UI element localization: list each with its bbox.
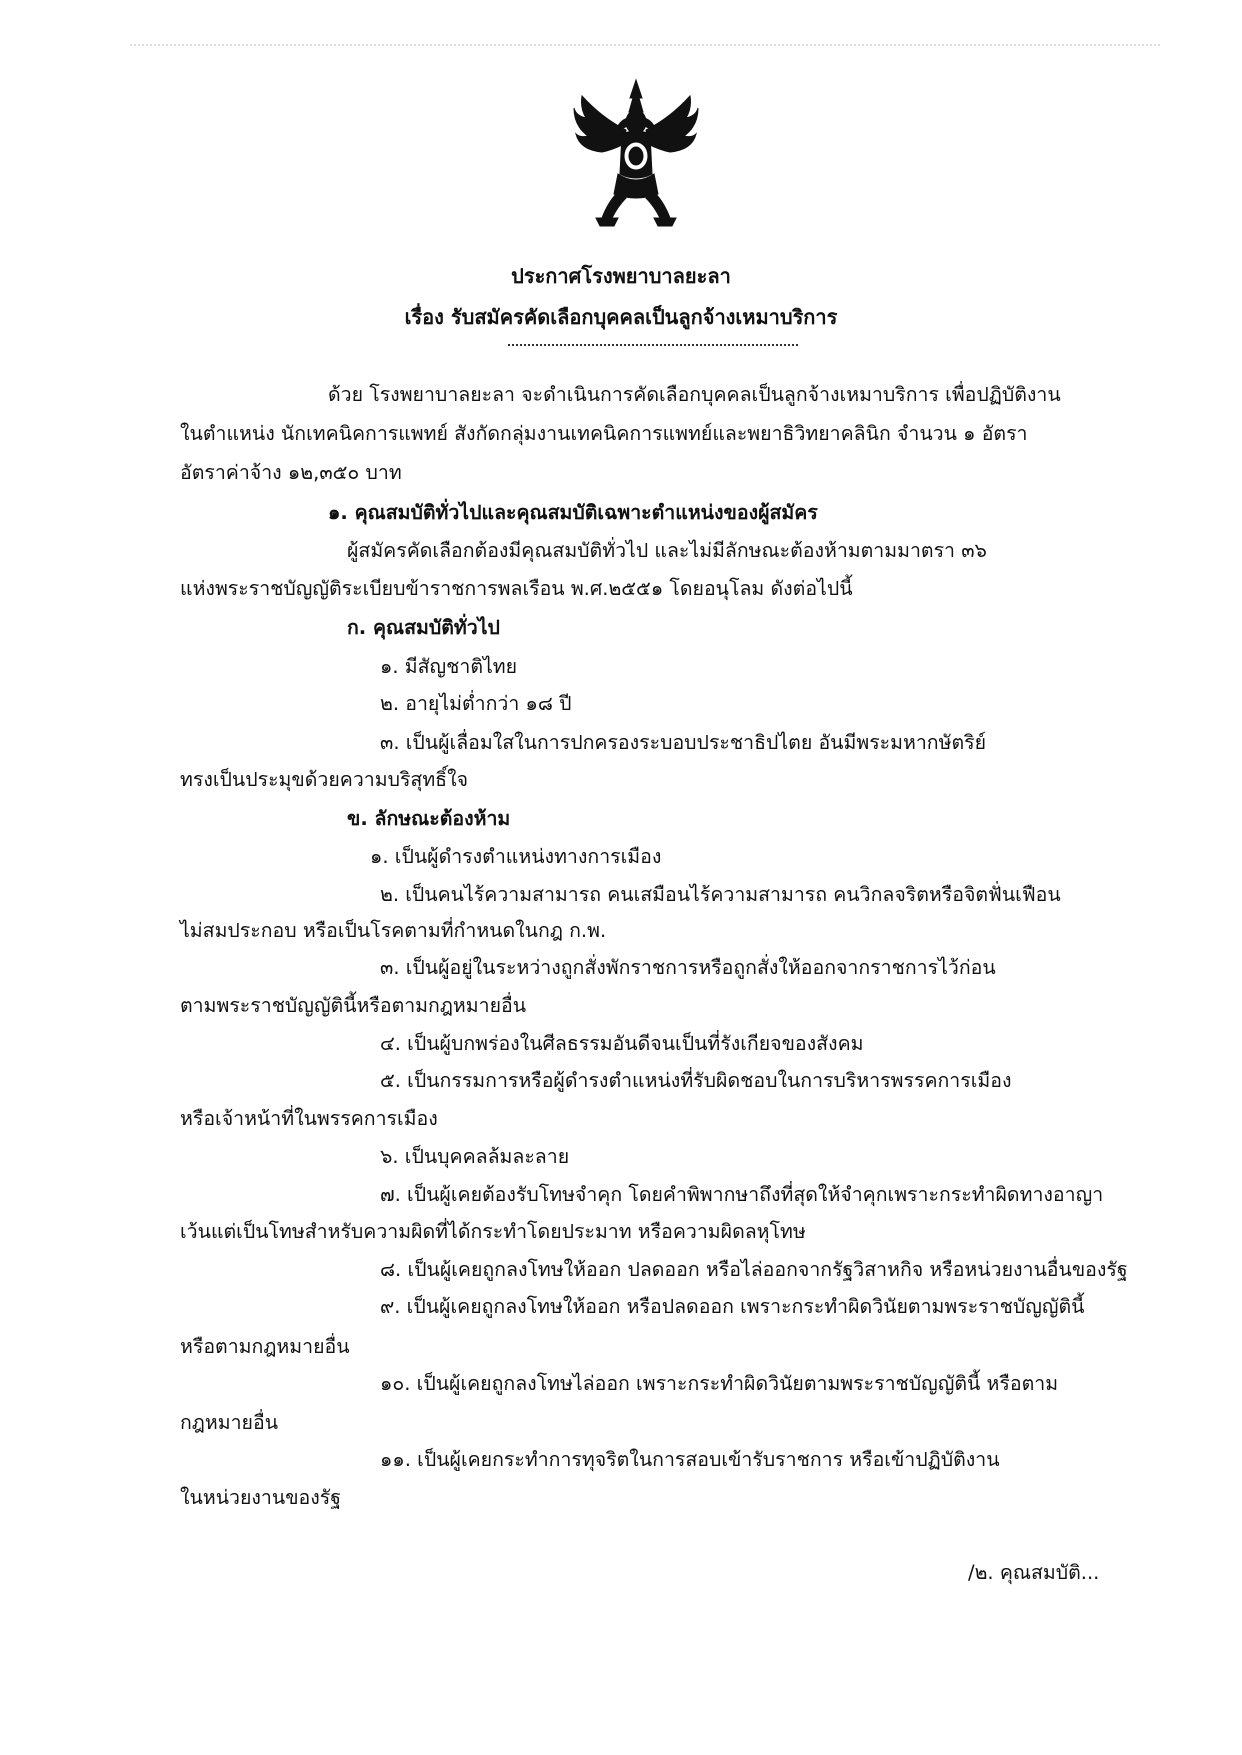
section-1-heading: ๑. คุณสมบัติทั่วไปและคุณสมบัติเฉพาะตำแหน่งของผู้สมัคร xyxy=(328,501,818,524)
prohibited-item-8: ๘. เป็นผู้เคยถูกลงโทษให้ออก ปลดออก หรือไล่ออกจากรัฐวิสาหกิจ หรือหน่วยงานอื่นของรัฐ xyxy=(380,1258,1128,1281)
prohibited-item-7-continued: เว้นแต่เป็นโทษสำหรับความผิดที่ได้กระทำโดยประมาท หรือความผิดลหุโทษ xyxy=(180,1220,806,1243)
prohibited-item-3-continued: ตามพระราชบัญญัตินี้หรือตามกฎหมายอื่น xyxy=(180,994,527,1017)
document-subject: เรื่อง รับสมัครคัดเลือกบุคคลเป็นลูกจ้างเหมาบริการ xyxy=(404,305,838,329)
prohibited-item-3: ๓. เป็นผู้อยู่ในระหว่างถูกสั่งพักราชการหรือถูกสั่งให้ออกจากราชการไว้ก่อน xyxy=(380,956,996,979)
general-qualifications-heading: ก. คุณสมบัติทั่วไป xyxy=(347,616,500,639)
prohibited-item-1: ๑. เป็นผู้ดำรงตำแหน่งทางการเมือง xyxy=(370,845,662,868)
general-item-1: ๑. มีสัญชาติไทย xyxy=(380,655,518,678)
prohibited-item-9-continued: หรือตามกฎหมายอื่น xyxy=(180,1335,350,1358)
prohibited-item-4: ๔. เป็นผู้บกพร่องในศีลธรรมอันดีจนเป็นที่รังเกียจของสังคม xyxy=(380,1032,864,1055)
prohibited-item-6: ๖. เป็นบุคคลล้มละลาย xyxy=(380,1145,570,1168)
prohibited-item-10-continued: กฎหมายอื่น xyxy=(180,1411,279,1434)
prohibited-item-10: ๑๐. เป็นผู้เคยถูกลงโทษไล่ออก เพราะกระทำผิดวินัยตามพระราชบัญญัตินี้ หรือตาม xyxy=(380,1372,1059,1395)
general-item-2: ๒. อายุไม่ต่ำกว่า ๑๘ ปี xyxy=(380,692,572,715)
prohibited-item-9: ๙. เป็นผู้เคยถูกลงโทษให้ออก หรือปลดออก เพราะกระทำผิดวินัยตามพระราชบัญญัตินี้ xyxy=(380,1295,1085,1318)
section-1-paragraph-line-2: แห่งพระราชบัญญัติระเบียบข้าราชการพลเรือน พ.ศ.๒๕๕๑ โดยอนุโลม ดังต่อไปนี้ xyxy=(180,577,853,600)
intro-line-1: ด้วย โรงพยาบาลยะลา จะดำเนินการคัดเลือกบุคคลเป็นลูกจ้างเหมาบริการ เพื่อปฏิบัติงาน xyxy=(328,383,1061,406)
prohibited-item-7: ๗. เป็นผู้เคยต้องรับโทษจำคุก โดยคำพิพากษาถึงที่สุดให้จำคุกเพราะกระทำผิดทางอาญา xyxy=(380,1183,1104,1206)
prohibited-item-5: ๕. เป็นกรรมการหรือผู้ดำรงตำแหน่งที่รับผิดชอบในการบริหารพรรคการเมือง xyxy=(380,1069,1012,1092)
prohibited-item-2-continued: ไม่สมประกอบ หรือเป็นโรคตามที่กำหนดในกฎ ก.พ. xyxy=(180,919,607,942)
general-item-3-continued: ทรงเป็นประมุขด้วยความบริสุทธิ์ใจ xyxy=(180,768,469,791)
intro-line-2: ในตำแหน่ง นักเทคนิคการแพทย์ สังกัดกลุ่มงานเทคนิคการแพทย์และพยาธิวิทยาคลินิก จำนวน ๑ อัตรา xyxy=(180,422,1028,445)
document-title: ประกาศโรงพยาบาลยะลา xyxy=(511,264,731,288)
section-1-paragraph-line-1: ผู้สมัครคัดเลือกต้องมีคุณสมบัติทั่วไป และไม่มีลักษณะต้องห้ามตามมาตรา ๓๖ xyxy=(347,539,987,562)
title-divider xyxy=(508,344,798,346)
prohibited-item-5-continued: หรือเจ้าหน้าที่ในพรรคการเมือง xyxy=(180,1107,438,1130)
scan-noise-line xyxy=(130,44,1160,49)
prohibited-item-11: ๑๑. เป็นผู้เคยกระทำการทุจริตในการสอบเข้ารับราชการ หรือเข้าปฏิบัติงาน xyxy=(380,1448,1000,1471)
prohibited-item-11-continued: ในหน่วยงานของรัฐ xyxy=(180,1486,342,1509)
intro-line-3: อัตราค่าจ้าง ๑๒,๓๕๐ บาท xyxy=(180,461,402,484)
garuda-emblem-icon xyxy=(572,78,700,228)
general-item-3: ๓. เป็นผู้เลื่อมใสในการปกครองระบอบประชาธิปไตย อันมีพระมหากษัตริย์ xyxy=(380,731,987,754)
prohibited-heading: ข. ลักษณะต้องห้าม xyxy=(347,807,511,830)
prohibited-item-2: ๒. เป็นคนไร้ความสามารถ คนเสมือนไร้ความสามารถ คนวิกลจริตหรือจิตฟั่นเฟือน xyxy=(380,883,1061,906)
page-continuation: /๒. คุณสมบัติ... xyxy=(968,1561,1100,1584)
